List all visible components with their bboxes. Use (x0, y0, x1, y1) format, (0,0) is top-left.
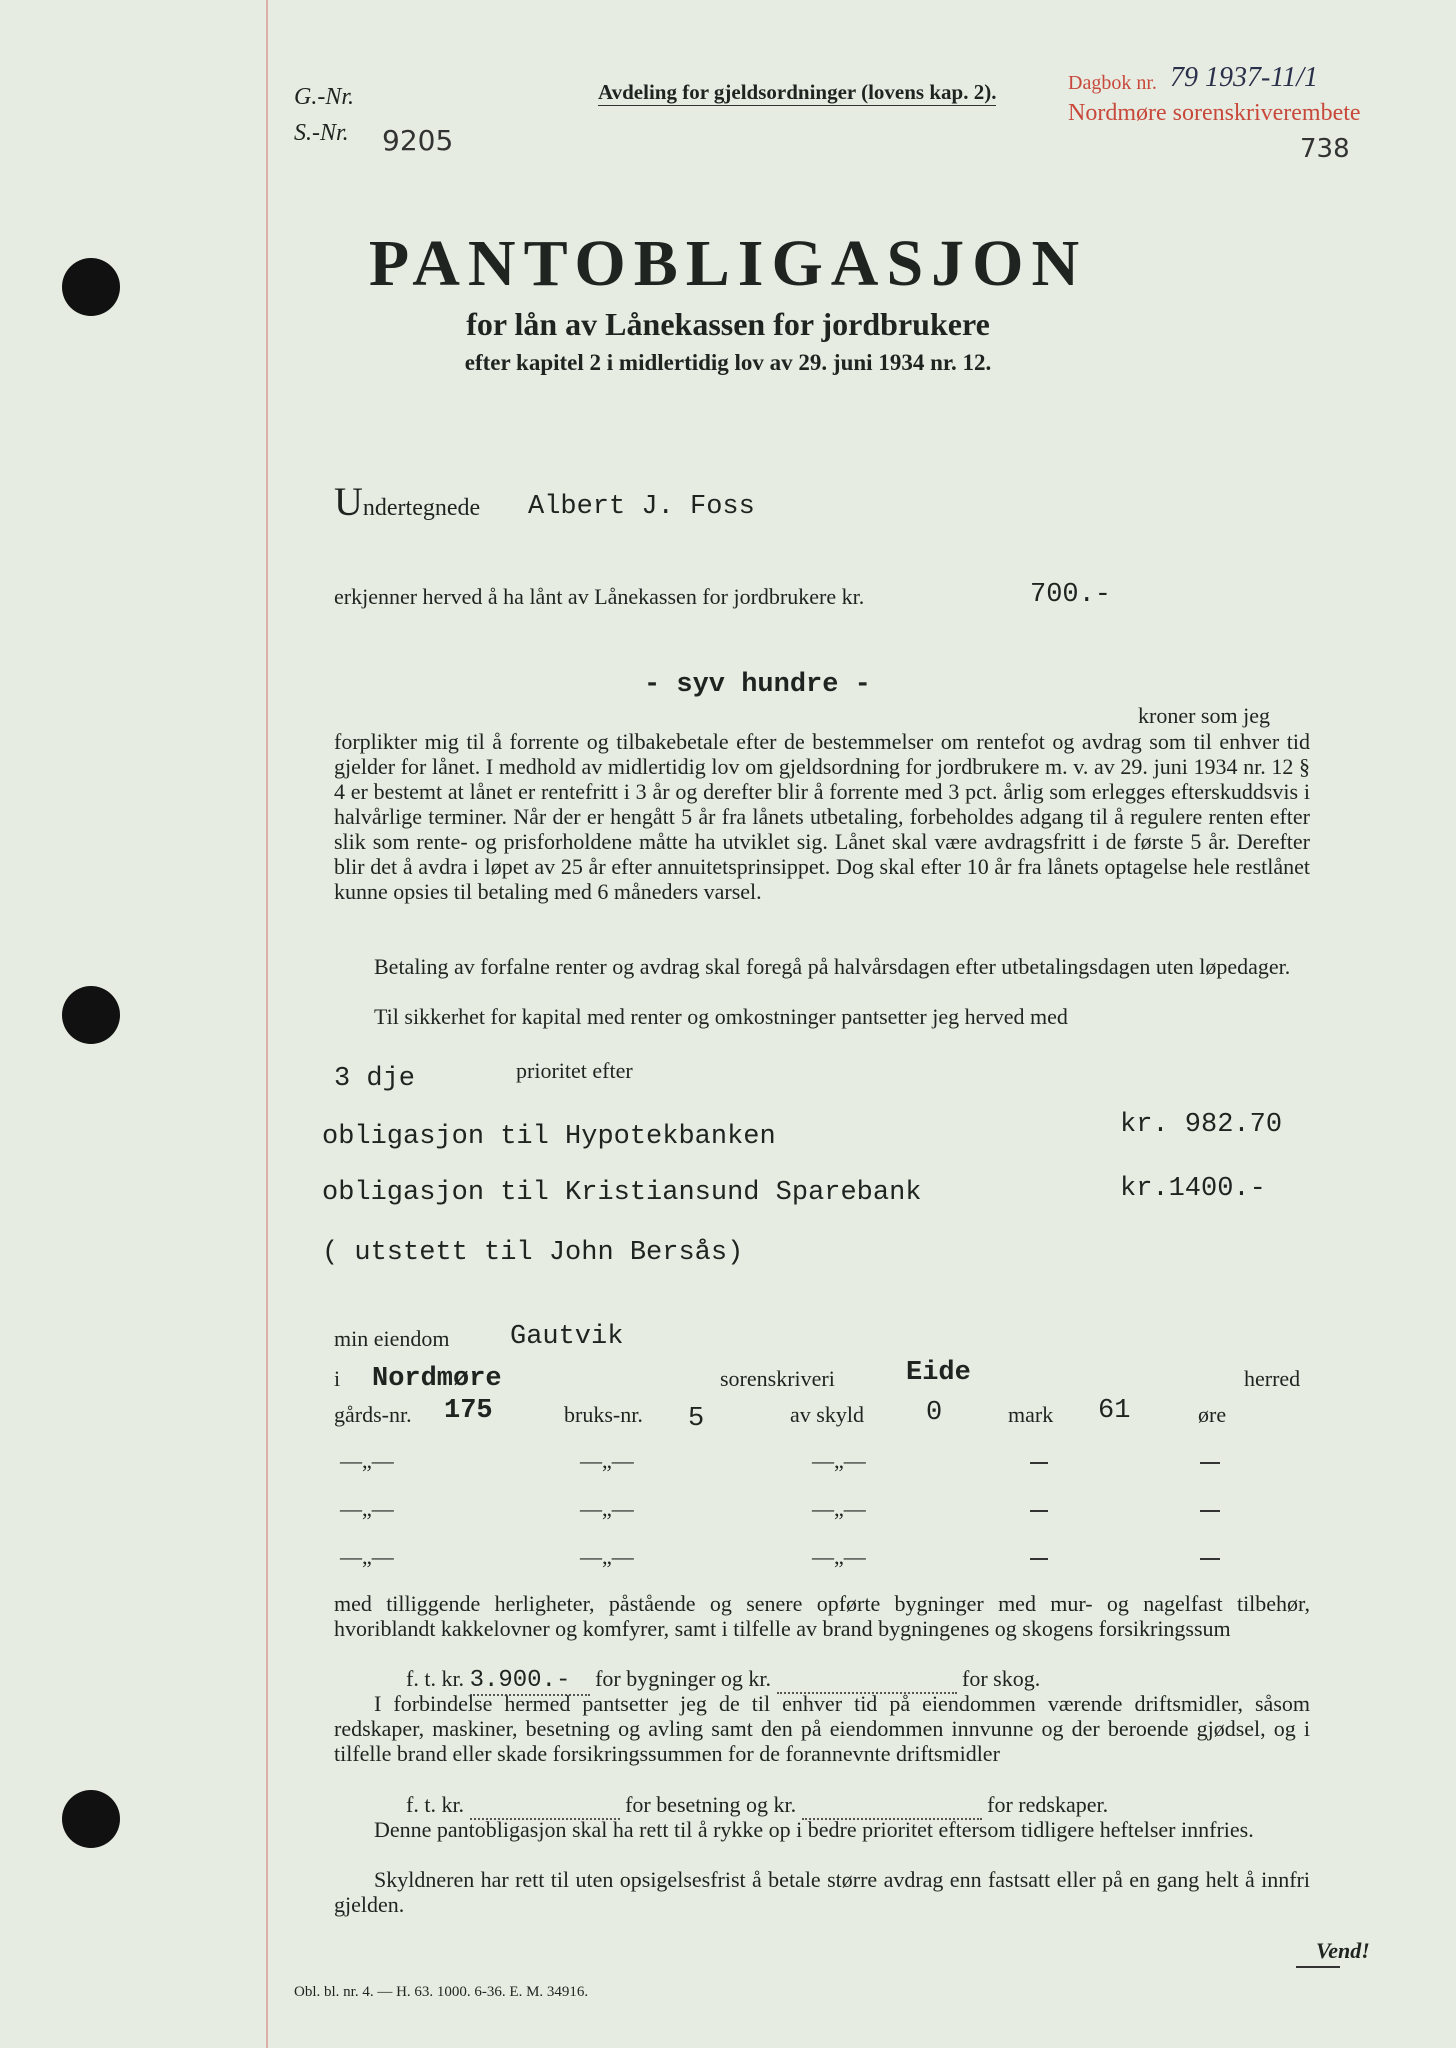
equipment-paragraph: I forbindelse hermed pantsetter jeg de til enhver tid på eiendommen værende driftsmidler, såsom redskaper, maskiner, besetning og avling samt den på eiendommen innvunne og der beroende gjødsel, og i tilfelle brand eller skade forsikringssummen for de forannevnte driftsmidler (334, 1691, 1310, 1766)
dash-r3-c5 (1200, 1558, 1220, 1560)
gards-value: 175 (444, 1396, 493, 1426)
mark-label: mark (1008, 1402, 1054, 1427)
buildings-paragraph: med tilliggende herligheter, påstående og senere opførte bygninger med mur- og nagelfast tilbehør, hvoriblandt kakkelovner og komfyrer, samt i tilfelle av brand bygningenes og skogens forsikringssum (334, 1591, 1310, 1641)
issued-note: ( utstett til John Bersås) (322, 1238, 744, 1268)
loan-amount: 700.- (1030, 580, 1112, 610)
ft-kr-label-1: f. t. kr. (406, 1666, 465, 1691)
equipment-amount-line (406, 1792, 1108, 1820)
priority-paragraph: Denne pantobligasjon skal ha rett til å rykke op i bedre prioritet eftersom tidligere heftelser innfries. (374, 1817, 1254, 1842)
document-subtitle-law: efter kapitel 2 i midlertidig lov av 29. juni 1934 nr. 12. (464, 350, 992, 375)
terms-paragraph: forplikter mig til å forrente og tilbakebetale efter de bestemmelser om rentefot og avdrag som til enhver tid gjelder for lånet. I medhold av midlertidig lov om gjeldsordning for jordbrukere m. v. av 29. juni 1934 nr. 12 § 4 er bestemt at lånet er rentefritt i 3 år og derefter blir å forrente med 3 pct. årlig som erlegges efterskuddsvis i halvårlige terminer. Når der er hengått 5 år fra lånets utbetaling, forbeholdes adgang til å regulere renten efter slik som rente- og prisforholdene måtte ha utviklet sig. Lånet skal være avdragsfritt i de første 5 år. Derefter blir det å avdra i løpet av 25 år efter annuitetsprinsippet. Dog skal efter 10 år fra lånets optagelse hele restlånet kunne opsies til betaling med 6 måneders varsel. (334, 729, 1310, 904)
ditto-r1-c2: —„— (580, 1448, 634, 1473)
dash-r1-c5 (1200, 1462, 1220, 1464)
ditto-r3-c3: —„— (812, 1544, 866, 1569)
s-nr-label: S.-Nr. (294, 120, 349, 146)
obligation-1-text: obligasjon til Hypotekbanken (322, 1122, 776, 1152)
dash-r2-c4 (1030, 1510, 1048, 1512)
amount-words: - syv hundre - (644, 670, 871, 700)
ft-kr-label-2: f. t. kr. (406, 1792, 465, 1817)
obligation-2-text: obligasjon til Kristiansund Sparebank (322, 1178, 922, 1208)
for-bygninger-label: for bygninger og kr. (595, 1666, 772, 1691)
vend-label: Vend! (1316, 1938, 1370, 1963)
department-label: Avdeling for gjeldsordninger (lovens kap. 2). (598, 80, 997, 104)
document-title: PANTOBLIGASJON (368, 227, 1088, 300)
dagbok-value: 79 1937-11/1 (1170, 62, 1319, 93)
bruks-value: 5 (688, 1404, 705, 1434)
loan-line-label: erkjenner herved å ha lånt av Lånekassen for jordbrukere kr. (334, 584, 865, 609)
priority-label: prioritet efter (516, 1058, 633, 1083)
ditto-r3-c2: —„— (580, 1544, 634, 1569)
payment-paragraph: Betaling av forfalne renter og avdrag skal foregå på halvårsdagen efter utbetalingsdagen uten løpedager. (374, 954, 1291, 979)
skyld-value: 0 (926, 1398, 943, 1428)
besetning-amount-blank (470, 1792, 620, 1820)
obligation-2-amount: kr.1400.- (1120, 1174, 1266, 1204)
mark-value: 61 (1098, 1396, 1131, 1426)
sorenskriveri-value: Nordmøre (372, 1364, 502, 1394)
priority-value: 3 dje (334, 1064, 416, 1094)
kroner-label: kroner som jeg (1138, 703, 1270, 728)
g-nr-label: G.-Nr. (294, 84, 355, 110)
buildings-amount: 3.900.- (470, 1668, 590, 1696)
skyld-label: av skyld (790, 1402, 864, 1427)
page-number: 738 (1300, 134, 1350, 164)
dash-r2-c5 (1200, 1510, 1220, 1512)
bruks-label: bruks-nr. (564, 1402, 643, 1427)
for-besetning-label: for besetning og kr. (625, 1792, 797, 1817)
skog-amount-blank (777, 1666, 957, 1694)
undertegnede-label: Undertegnede (334, 479, 481, 524)
footer-print-info: Obl. bl. nr. 4. — H. 63. 1000. 6-36. E. M. 34916. (294, 1984, 589, 2000)
herred-label: herred (1244, 1366, 1301, 1391)
undertegnede-rest: ndertegnede (362, 495, 481, 521)
dagbok-label: Dagbok nr. (1068, 72, 1157, 94)
ditto-r3-c1: —„— (340, 1544, 394, 1569)
herred-value: Eide (906, 1358, 971, 1388)
punch-hole-bottom (62, 1790, 120, 1848)
s-nr-value: 9205 (382, 124, 454, 157)
min-eiendom-label: min eiendom (334, 1326, 450, 1351)
office-label: Nordmøre sorenskriverembete (1068, 100, 1361, 126)
for-skog-label: for skog. (962, 1666, 1041, 1691)
ditto-r1-c3: —„— (812, 1448, 866, 1473)
sorenskriveri-label: sorenskriveri (720, 1366, 835, 1391)
dash-r3-c4 (1030, 1558, 1048, 1560)
ditto-r2-c2: —„— (580, 1496, 634, 1521)
security-paragraph: Til sikkerhet for kapital med renter og omkostninger pantsetter jeg herved med (374, 1004, 1068, 1029)
dash-r1-c4 (1030, 1462, 1048, 1464)
prepayment-paragraph: Skyldneren har rett til uten opsigelsesfrist å betale større avdrag enn fastsatt eller på en gang helt å innfri gjelden. (334, 1867, 1310, 1917)
eiendom-name: Gautvik (510, 1322, 624, 1352)
borrower-name: Albert J. Foss (528, 492, 755, 522)
ditto-r2-c3: —„— (812, 1496, 866, 1521)
document-subtitle: for lån av Lånekassen for jordbrukere (466, 306, 990, 342)
i-label: i (334, 1366, 341, 1391)
vend-underline (1296, 1966, 1340, 1968)
for-redskaper-label: for redskaper. (987, 1792, 1109, 1817)
gards-label: gårds-nr. (334, 1402, 412, 1427)
ditto-r1-c1: —„— (340, 1448, 394, 1473)
punch-hole-middle (62, 986, 120, 1044)
ditto-r2-c1: —„— (340, 1496, 394, 1521)
obligation-1-amount: kr. 982.70 (1120, 1110, 1283, 1140)
redskaper-amount-blank (802, 1792, 982, 1820)
ore-label: øre (1198, 1402, 1227, 1427)
